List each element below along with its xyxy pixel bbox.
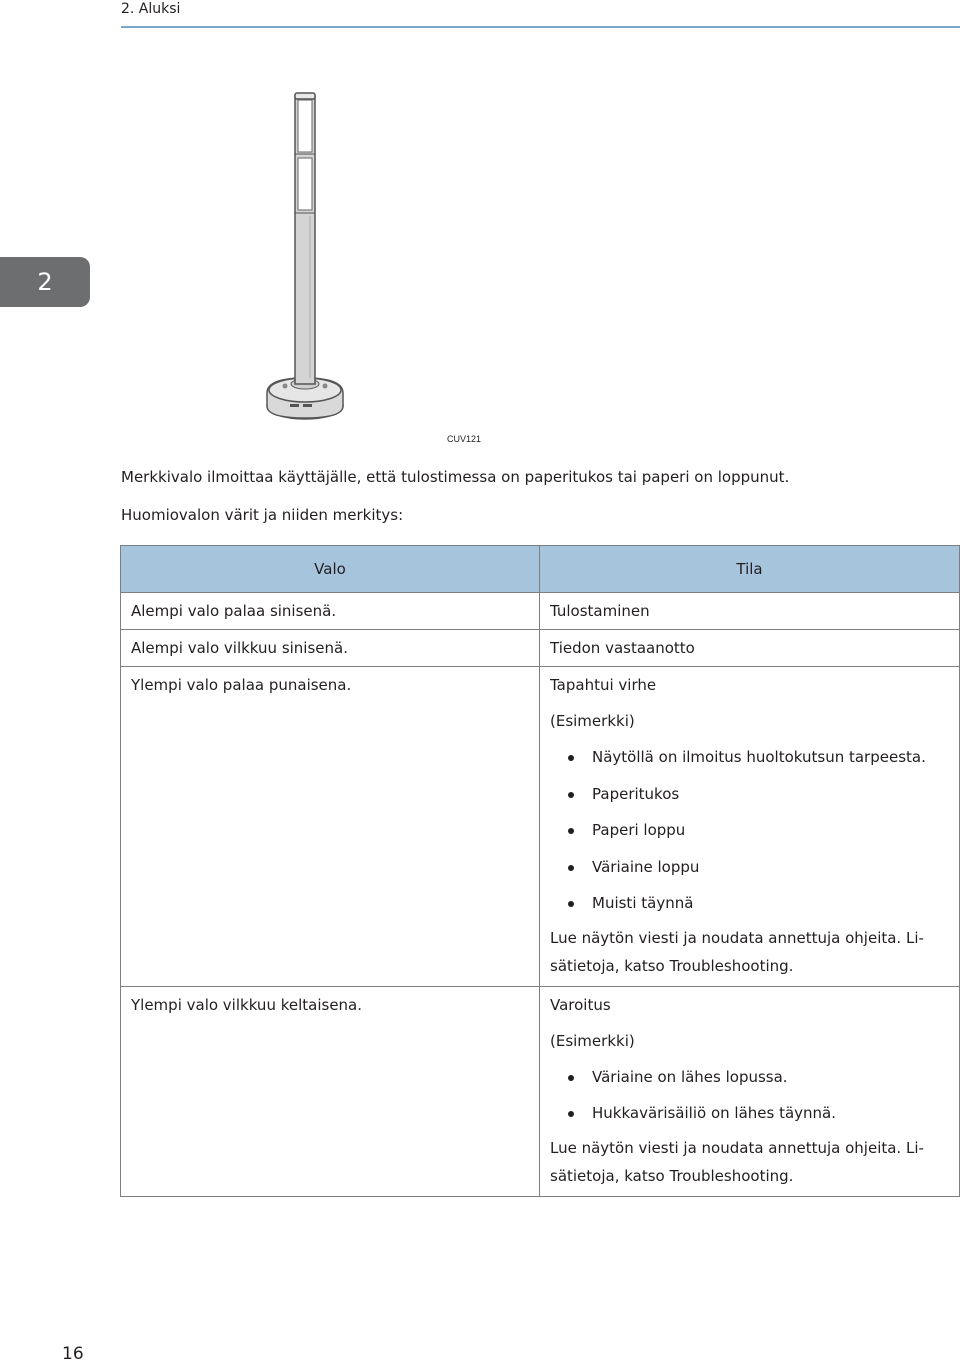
light-cell xyxy=(121,630,540,667)
note-line: sätietoja, katso Troubleshooting. xyxy=(550,956,794,975)
light-text: Alempi valo vilkkuu sinisenä. xyxy=(131,639,348,657)
instruction-note xyxy=(550,1132,949,1196)
header-rule xyxy=(121,26,960,28)
list-item: Muisti täynnä xyxy=(566,885,949,922)
list-item: Näytöllä on ilmoitus huoltokutsun tarpeesta. xyxy=(566,739,949,776)
table-caption: Huomiovalon värit ja niiden merkitys: xyxy=(121,506,404,524)
status-text: Tulostaminen xyxy=(550,602,650,620)
chapter-header: 2. Aluksi xyxy=(121,1,181,17)
status-cell xyxy=(540,986,960,1196)
example-list xyxy=(550,739,949,922)
figure-code: CUV121 xyxy=(447,434,482,444)
status-cell xyxy=(540,593,960,630)
light-status-table xyxy=(120,545,960,1197)
example-label: (Esimerkki) xyxy=(550,1031,635,1050)
light-cell xyxy=(121,593,540,630)
light-text: Ylempi valo vilkkuu keltaisena. xyxy=(131,995,363,1014)
light-text: Ylempi valo palaa punaisena. xyxy=(131,676,352,694)
header-light: Valo xyxy=(121,546,540,593)
instruction-note xyxy=(550,922,949,986)
table-row xyxy=(121,630,960,667)
example-label: (Esimerkki) xyxy=(550,712,635,730)
page-number: 16 xyxy=(62,1344,84,1364)
example-list xyxy=(550,1059,949,1132)
note-line: Lue näytön viesti ja noudata annettuja ohjeita. Li- xyxy=(550,1138,924,1157)
header-status: Tila xyxy=(540,546,960,593)
status-text: Tapahtui virhe xyxy=(550,676,657,694)
light-text: Alempi valo palaa sinisenä. xyxy=(131,602,337,620)
note-line: Lue näytön viesti ja noudata annettuja ohjeita. Li- xyxy=(550,928,924,947)
note-line: sätietoja, katso Troubleshooting. xyxy=(550,1166,794,1185)
status-text: Varoitus xyxy=(550,995,611,1014)
chapter-tab: 2 xyxy=(0,257,90,307)
list-item: Väriaine loppu xyxy=(566,849,949,886)
light-cell xyxy=(121,667,540,987)
table-row xyxy=(121,593,960,630)
alert-light-illustration xyxy=(255,88,355,428)
list-item: Hukkavärisäiliö on lähes täynnä. xyxy=(566,1095,949,1132)
table-header-row xyxy=(121,546,960,593)
list-item: Väriaine on lähes lopussa. xyxy=(566,1059,949,1096)
status-text: Tiedon vastaanotto xyxy=(550,639,695,657)
status-cell xyxy=(540,630,960,667)
table-row xyxy=(121,667,960,987)
table-row xyxy=(121,986,960,1196)
intro-paragraph: Merkkivalo ilmoittaa käyttäjälle, että tulostimessa on paperitukos tai paperi on loppunut. xyxy=(121,468,790,486)
status-cell xyxy=(540,667,960,987)
light-cell xyxy=(121,986,540,1196)
list-item: Paperitukos xyxy=(566,776,949,813)
list-item: Paperi loppu xyxy=(566,812,949,849)
